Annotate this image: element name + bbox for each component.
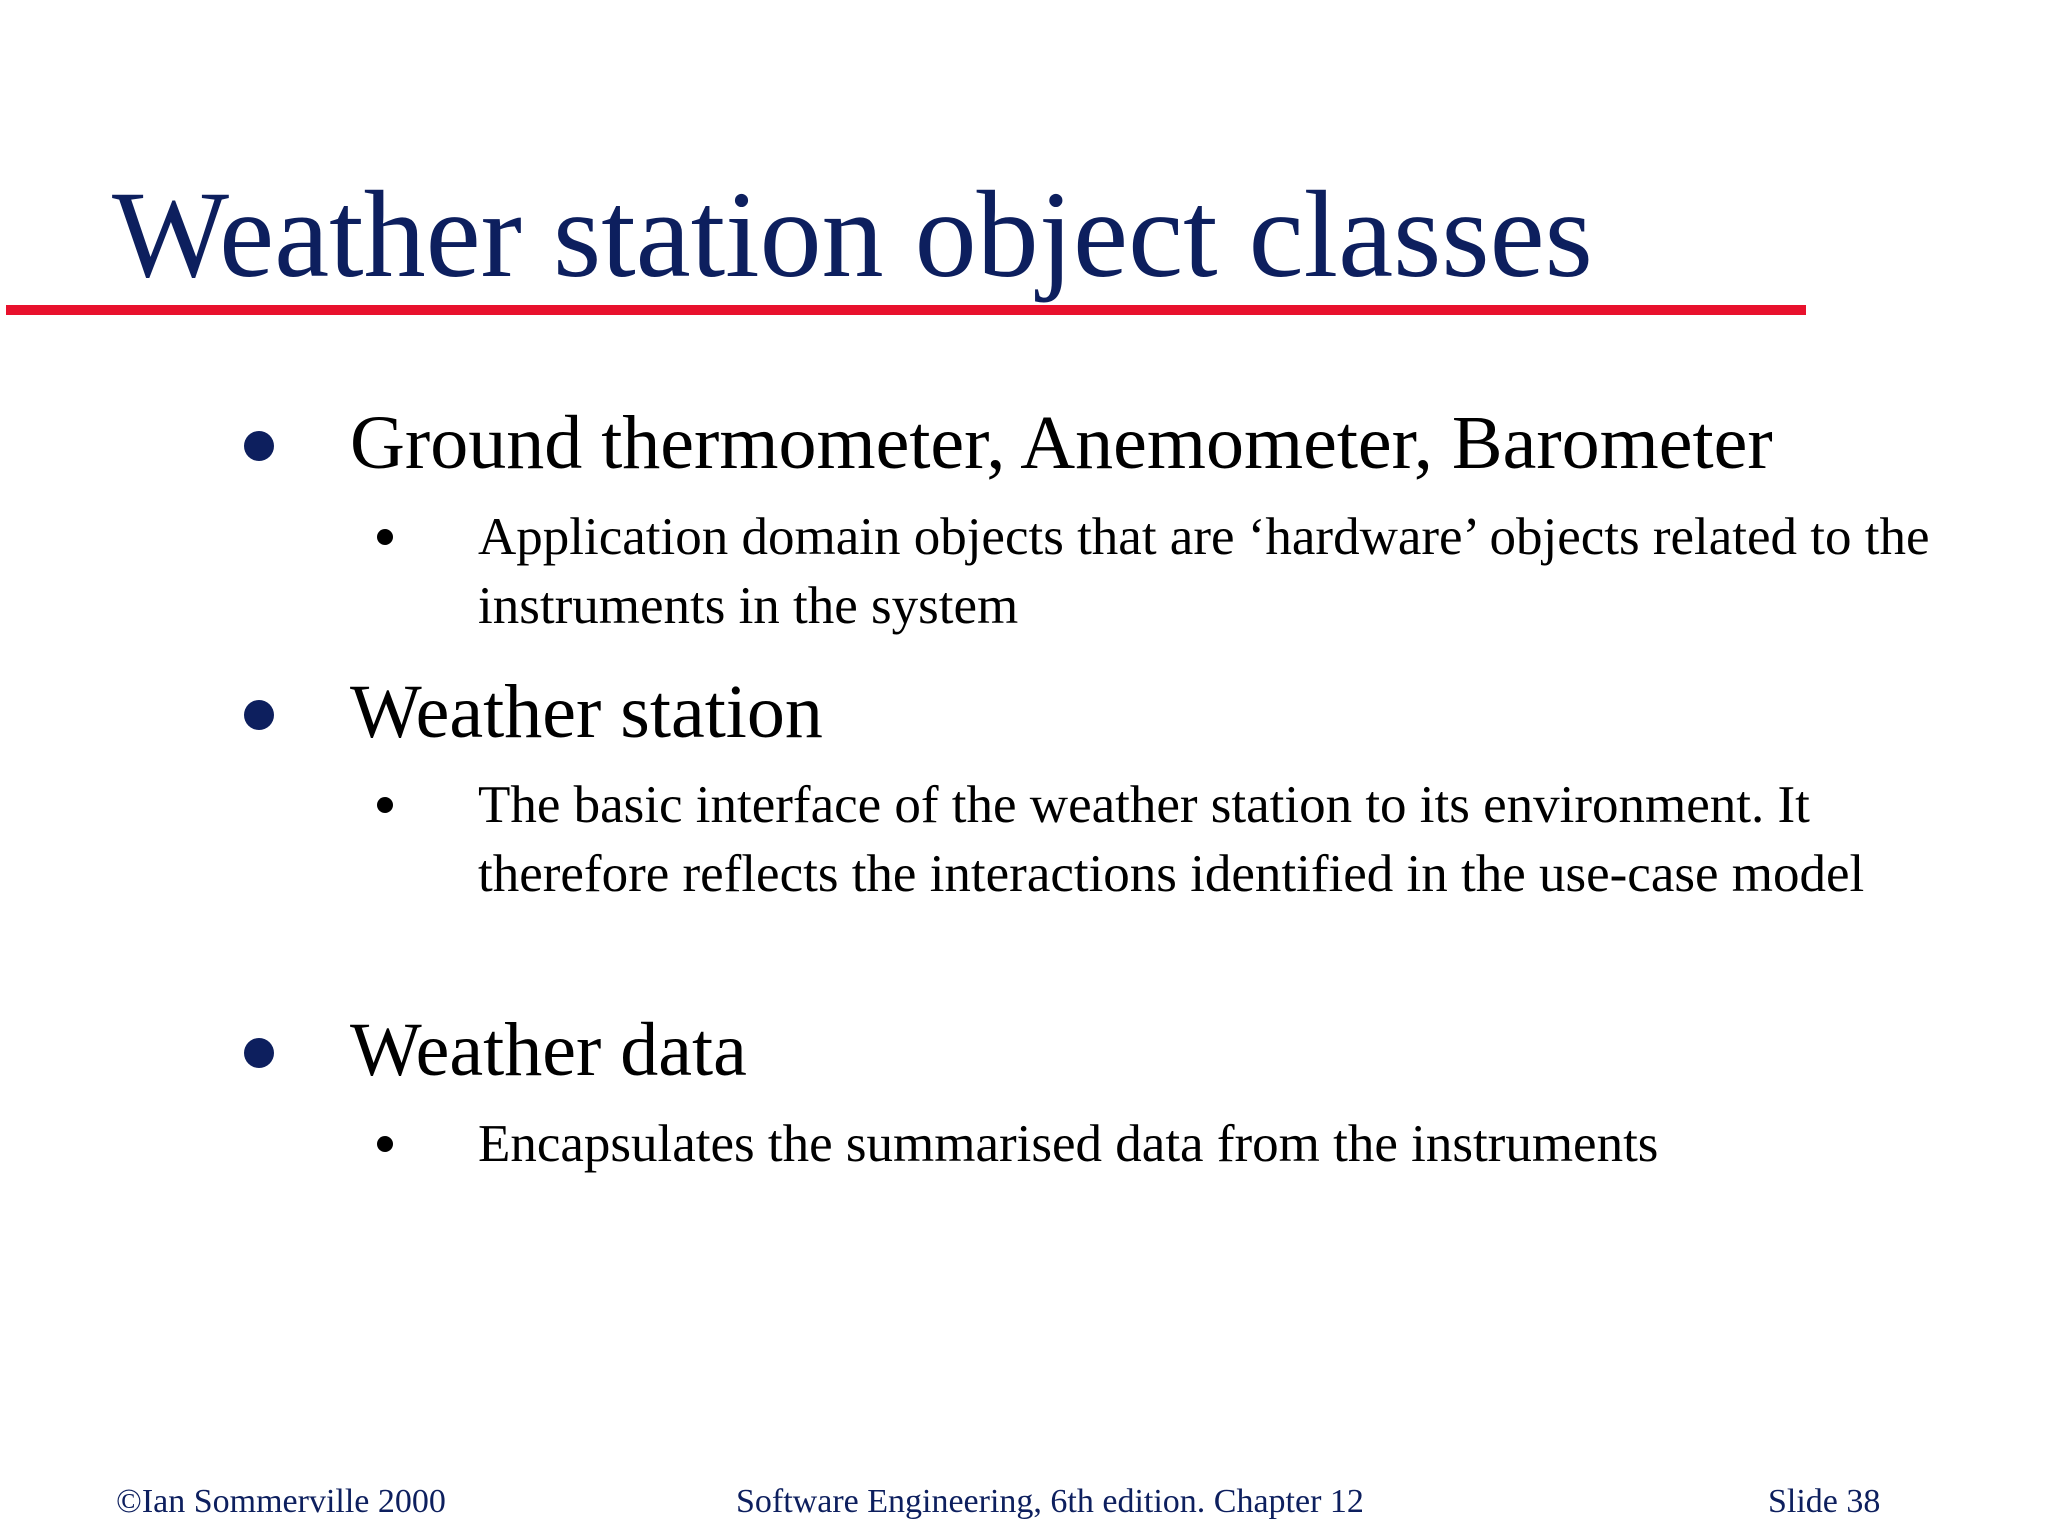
- sub-bullet-2-1: The basic interface of the weather station to its environment. It therefore reflects the interactions identified in the use-case model: [478, 776, 1865, 903]
- slide-title: Weather station object classes: [112, 166, 1593, 303]
- sub-bullet-dot-icon: [377, 797, 393, 813]
- sub-bullet-dot-icon: [377, 1136, 393, 1152]
- bullet-dot-icon: [244, 431, 274, 461]
- footer-copyright: ©Ian Sommerville 2000: [116, 1483, 446, 1520]
- bullet-heading-3: Weather data: [350, 1008, 747, 1092]
- footer-book-title: Software Engineering, 6th edition. Chapter 12: [736, 1483, 1364, 1520]
- sub-bullet-1-1: Application domain objects that are ‘hardware’ objects related to the instruments in the system: [478, 508, 1930, 635]
- bullet-heading-2: Weather station: [350, 670, 823, 754]
- bullet-dot-icon: [244, 700, 274, 730]
- bullet-heading-1: Ground thermometer, Anemometer, Barometer: [350, 401, 1773, 485]
- sub-bullet-3-1: Encapsulates the summarised data from the instruments: [478, 1115, 1659, 1173]
- sub-bullet-dot-icon: [377, 529, 393, 545]
- bullet-dot-icon: [244, 1038, 274, 1068]
- footer-slide-number: Slide 38: [1768, 1483, 1881, 1520]
